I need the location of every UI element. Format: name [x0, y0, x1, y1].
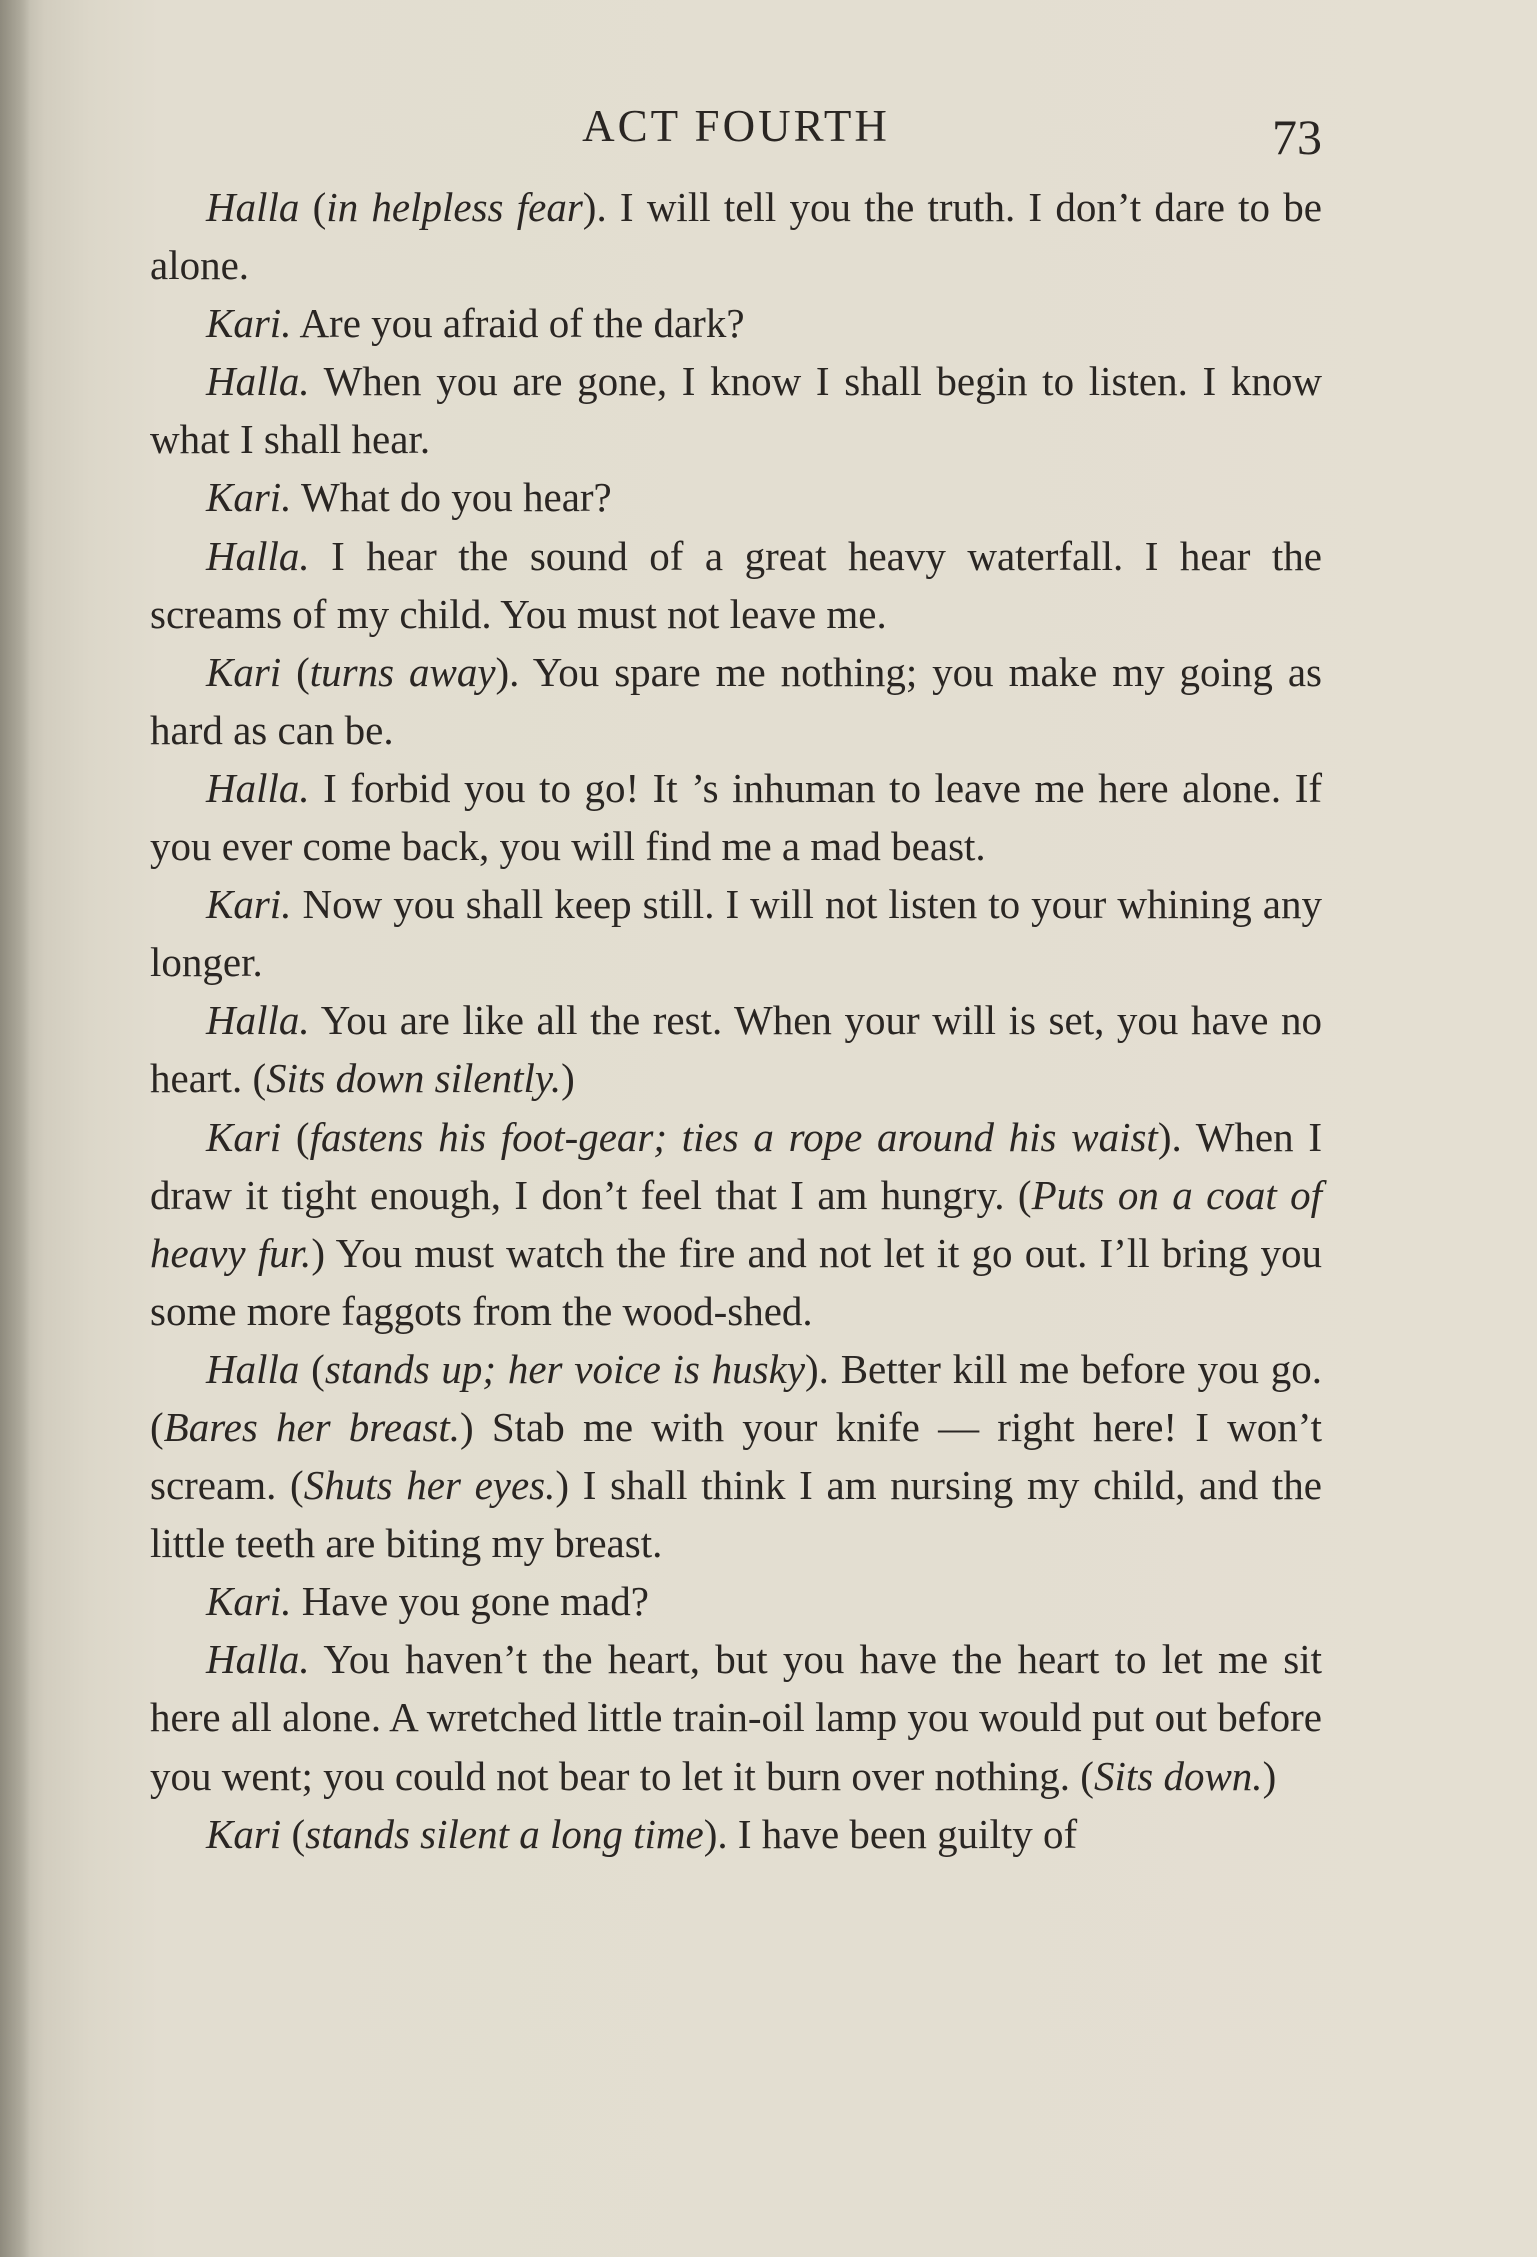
- italic-text: turns away: [309, 648, 496, 695]
- italic-text: Bares her breast.: [163, 1403, 461, 1450]
- italic-text: Halla.: [206, 532, 310, 579]
- dialogue-paragraph: [150, 1340, 1322, 1572]
- dialogue-paragraph: [150, 352, 1322, 468]
- body-text: [150, 178, 1322, 1863]
- text-run: What do you hear?: [291, 474, 612, 521]
- page-spine-shadow: [0, 0, 30, 2257]
- text-run: Are you afraid of the dark?: [291, 300, 745, 347]
- italic-text: Sits down.: [1093, 1752, 1263, 1799]
- text-run: ) Stab me with your knife — right here! I won’t scream. (: [150, 1403, 1323, 1509]
- dialogue-paragraph: [150, 1108, 1322, 1340]
- italic-text: Kari.: [206, 1578, 292, 1625]
- text-run: ). I will tell you the truth. I don’t dare to be alone.: [150, 184, 1322, 289]
- text-run: I forbid you to go! It ’s inhuman to leave me here alone. If you ever come back, you will find me a mad beast.: [150, 764, 1322, 870]
- text-run: ) You must watch the fire and not let it go out. I’ll bring you some more faggots from the wood-shed.: [150, 1229, 1322, 1334]
- text-run: I hear the sound of a great heavy waterfall. I hear the screams of my child. You must not leave me.: [150, 532, 1322, 637]
- text-run: (: [281, 1810, 306, 1857]
- text-run: Have you gone mad?: [291, 1578, 649, 1625]
- text-run: (: [281, 1113, 310, 1160]
- dialogue-paragraph: [150, 527, 1322, 643]
- text-run: (: [299, 184, 327, 230]
- dialogue-paragraph: [150, 643, 1322, 759]
- dialogue-paragraph: [150, 1630, 1322, 1804]
- italic-text: Puts on a coat of heavy fur.: [150, 1171, 1322, 1276]
- italic-text: Kari: [206, 648, 282, 695]
- page-header: [150, 100, 1322, 170]
- italic-text: Shuts her eyes.: [303, 1462, 556, 1509]
- text-run: ). When I draw it tight enough, I don’t feel that I am hungry. (: [150, 1113, 1322, 1218]
- italic-text: fastens his foot-gear; ties a rope around his waist: [309, 1113, 1158, 1160]
- italic-text: Kari: [206, 1113, 282, 1160]
- italic-text: Kari: [206, 1810, 282, 1857]
- italic-text: stands silent a long time: [305, 1810, 704, 1857]
- italic-text: Halla.: [206, 358, 310, 405]
- dialogue-paragraph: [150, 875, 1322, 991]
- page-number: 73: [1272, 109, 1322, 165]
- dialogue-paragraph: [150, 759, 1322, 875]
- italic-text: Halla.: [206, 997, 310, 1044]
- text-run: You are like all the rest. When your will is set, you have no heart. (: [150, 997, 1322, 1102]
- italic-text: in helpless fear: [326, 184, 583, 230]
- italic-text: Halla.: [206, 1636, 310, 1683]
- text-run: ). You spare me nothing; you make my going as hard as can be.: [150, 648, 1322, 753]
- italic-text: stands up; her voice is husky: [324, 1345, 806, 1392]
- dialogue-paragraph: [150, 1572, 1322, 1630]
- italic-text: Halla: [206, 184, 300, 230]
- text-run: ) I shall think I am nursing my child, and the little teeth are biting my breast.: [150, 1462, 1322, 1567]
- text-run: ): [561, 1055, 575, 1102]
- text-run: ): [1262, 1752, 1277, 1799]
- italic-text: Kari.: [206, 300, 292, 347]
- dialogue-paragraph: [150, 178, 1322, 294]
- dialogue-paragraph: [150, 294, 1322, 352]
- text-run: (: [281, 648, 310, 695]
- text-run: When you are gone, I know I shall begin to listen. I know what I shall hear.: [150, 358, 1322, 463]
- dialogue-paragraph: [150, 991, 1322, 1107]
- italic-text: Sits down silently.: [266, 1055, 562, 1102]
- text-run: ). Better kill me before you go. (: [150, 1345, 1322, 1450]
- dialogue-paragraph: [150, 468, 1322, 526]
- italic-text: Kari.: [206, 881, 292, 928]
- italic-text: Halla.: [206, 764, 310, 811]
- text-run: (: [299, 1345, 325, 1392]
- text-run: You haven’t the heart, but you have the heart to let me sit here all alone. A wretched little train-oil lamp you would put out before you went; you could not bear to let it burn over nothing. (: [150, 1636, 1322, 1799]
- text-run: ). I have been guilty of: [703, 1810, 1078, 1857]
- running-title: ACT FOURTH: [582, 101, 890, 151]
- italic-text: Halla: [206, 1345, 300, 1392]
- text-run: Now you shall keep still. I will not listen to your whining any longer.: [150, 881, 1322, 986]
- italic-text: Kari.: [206, 474, 292, 521]
- dialogue-paragraph: [150, 1805, 1322, 1863]
